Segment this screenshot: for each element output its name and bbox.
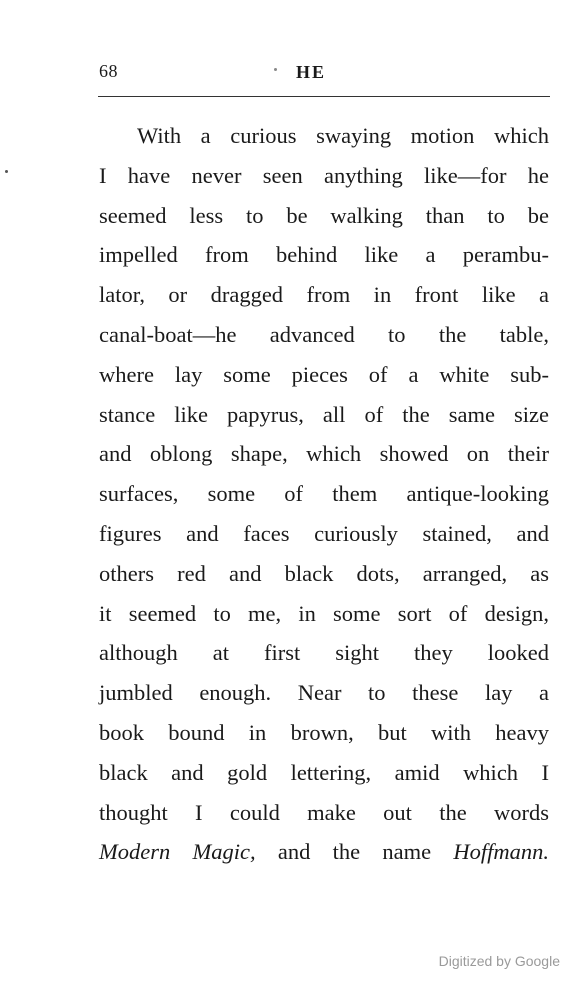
text-line: although at first sight they looked <box>99 640 549 666</box>
text-line: surfaces, some of them antique-looking <box>99 481 549 507</box>
text-line: lator, or dragged from in front like a <box>99 282 549 308</box>
text-line: jumbled enough. Near to these lay a <box>99 680 549 706</box>
text-fragment: and the name <box>255 839 454 865</box>
text-line: With a curious swaying motion which <box>137 123 549 148</box>
text-line: others red and black dots, arranged, as <box>99 560 549 586</box>
text-line-last <box>99 832 549 872</box>
text-line: black and gold lettering, amid which I <box>99 759 549 785</box>
text-line: impelled from behind like a perambu- <box>99 242 549 268</box>
body-text <box>99 116 549 872</box>
text-line: and oblong shape, which showed on their <box>99 441 549 467</box>
running-head: HE <box>296 62 327 82</box>
text-line: it seemed to me, in some sort of design, <box>99 600 549 626</box>
digitized-watermark: Digitized by Google <box>438 953 560 969</box>
text-line: thought I could make out the words <box>99 799 549 825</box>
text-line: canal-boat—he advanced to the table, <box>99 321 549 347</box>
text-line: seemed less to be walking than to be <box>99 202 549 228</box>
text-line: stance like papyrus, all of the same size <box>99 401 549 427</box>
margin-speck <box>5 170 8 173</box>
text-line: where lay some pieces of a white sub- <box>99 361 549 387</box>
italic-title: Modern Magic, <box>99 839 256 865</box>
page-number: 68 <box>99 61 118 81</box>
italic-name: Hoffmann. <box>453 839 549 865</box>
running-head-dot <box>274 68 277 71</box>
text-line: I have never seen anything like—for he <box>99 162 549 188</box>
text-line: figures and faces curiously stained, and <box>99 520 549 546</box>
header-rule <box>98 96 550 97</box>
text-line: book bound in brown, but with heavy <box>99 719 549 745</box>
